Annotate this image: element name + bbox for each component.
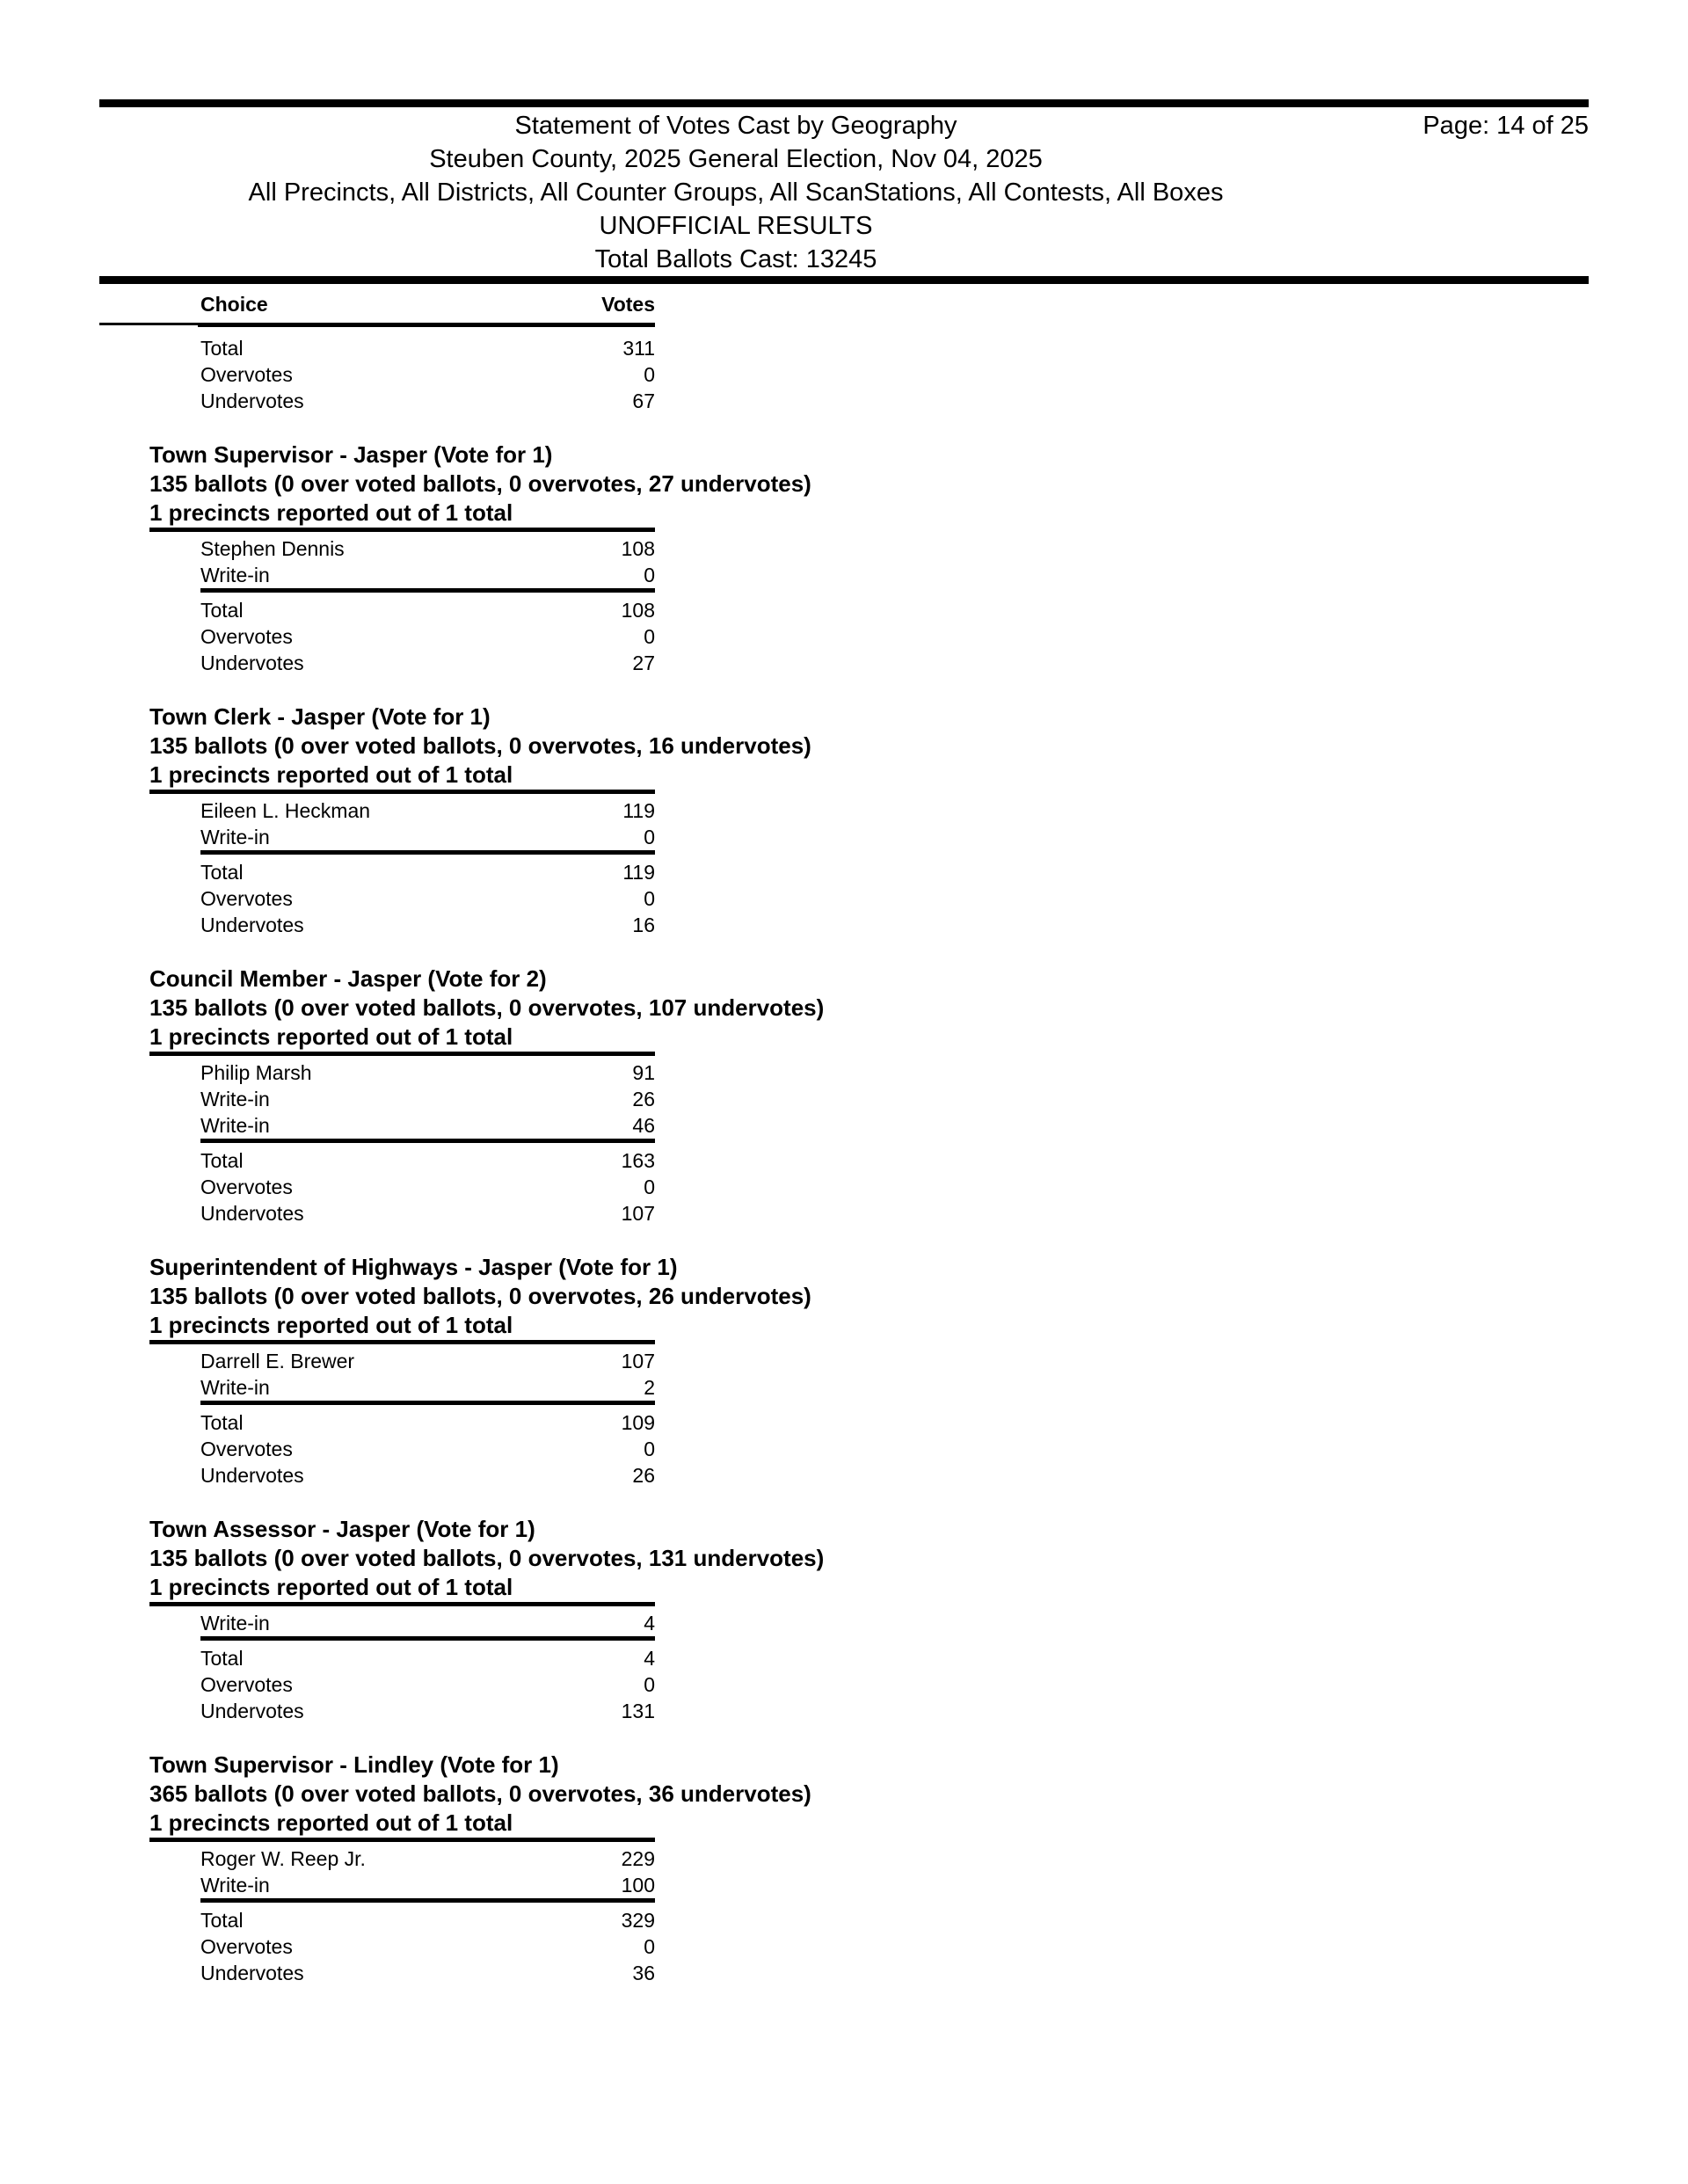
votes-value: 0 <box>644 363 655 386</box>
votes-value: 0 <box>644 887 655 910</box>
contest-block <box>99 703 1589 938</box>
choice-label: Write-in <box>200 826 270 848</box>
contest-precincts-line: 1 precincts reported out of 1 total <box>149 1312 513 1338</box>
votes-value: 107 <box>621 1350 655 1372</box>
contest-block <box>99 440 1589 676</box>
report-subtitle-election: Steuben County, 2025 General Election, Nov 04, 2025 <box>429 145 1043 173</box>
candidate-row <box>200 1872 655 1898</box>
contest-ballots-line: 135 ballots (0 over voted ballots, 0 overvotes, 27 undervotes) <box>149 470 811 497</box>
total-row <box>200 1174 655 1200</box>
candidates-table <box>200 794 655 850</box>
votes-value: 131 <box>621 1700 655 1722</box>
total-row <box>200 1462 655 1489</box>
choice-label: Write-in <box>200 1114 270 1137</box>
contests <box>99 440 1589 1986</box>
total-row <box>200 388 655 414</box>
choice-label: Total <box>200 1411 244 1434</box>
contest-ballots-line: 135 ballots (0 over voted ballots, 0 overvotes, 131 undervotes) <box>149 1545 825 1571</box>
contest-title: Council Member - Jasper (Vote for 2) <box>149 965 547 992</box>
choice-label: Undervotes <box>200 389 304 412</box>
total-row <box>200 1147 655 1174</box>
choice-label: Overvotes <box>200 1438 293 1460</box>
candidate-row <box>200 562 655 588</box>
candidates-table <box>200 1344 655 1401</box>
choice-label: Total <box>200 599 244 622</box>
choice-label: Write-in <box>200 1088 270 1110</box>
votes-value: 36 <box>632 1962 655 1984</box>
candidate-row <box>200 1610 655 1636</box>
total-row <box>200 912 655 938</box>
header-top-rule <box>99 99 1589 107</box>
choice-label: Overvotes <box>200 1935 293 1958</box>
votes-value: 109 <box>621 1411 655 1434</box>
votes-value: 2 <box>644 1376 655 1399</box>
choice-label: Overvotes <box>200 1673 293 1696</box>
contest-block <box>99 965 1589 1227</box>
candidate-row <box>200 535 655 562</box>
candidates-table <box>200 532 655 588</box>
choice-label: Write-in <box>200 1376 270 1399</box>
totals-table <box>200 593 655 676</box>
column-header-rule-thick-segment <box>198 323 655 327</box>
totals-table <box>200 1143 655 1227</box>
report-content <box>99 99 1589 1986</box>
votes-value: 108 <box>621 537 655 560</box>
votes-value: 0 <box>644 1176 655 1198</box>
choice-label: Undervotes <box>200 914 304 936</box>
votes-value: 26 <box>632 1464 655 1487</box>
contest-title: Superintendent of Highways - Jasper (Vote for 1) <box>149 1254 678 1280</box>
choice-label: Total <box>200 1647 244 1670</box>
total-row <box>200 650 655 676</box>
votes-value: 4 <box>644 1647 655 1670</box>
choice-label: Roger W. Reep Jr. <box>200 1847 366 1870</box>
report-header-center <box>99 107 1372 276</box>
total-row <box>200 361 655 388</box>
contest-precincts-line: 1 precincts reported out of 1 total <box>149 499 513 526</box>
candidate-row <box>200 1348 655 1374</box>
total-row <box>200 1409 655 1436</box>
votes-value: 119 <box>622 861 655 884</box>
choice-label: Total <box>200 1909 244 1932</box>
total-row <box>200 597 655 623</box>
page-number-label: Page: 14 of 25 <box>1422 112 1589 140</box>
total-row <box>200 859 655 885</box>
column-header-rule <box>99 323 655 327</box>
votes-value: 26 <box>632 1088 655 1110</box>
contest-heading <box>149 703 1589 790</box>
contest-title: Town Clerk - Jasper (Vote for 1) <box>149 703 491 730</box>
choice-label: Undervotes <box>200 1464 304 1487</box>
choice-label: Darrell E. Brewer <box>200 1350 355 1372</box>
votes-value: 27 <box>632 652 655 674</box>
total-row <box>200 1698 655 1724</box>
contest-heading <box>149 1515 1589 1602</box>
choice-label: Overvotes <box>200 887 293 910</box>
choice-column-header: Choice <box>200 293 268 316</box>
votes-value: 119 <box>622 799 655 822</box>
votes-value: 311 <box>622 337 655 360</box>
contest-heading <box>149 440 1589 528</box>
choice-label: Undervotes <box>200 1962 304 1984</box>
votes-value: 107 <box>621 1202 655 1225</box>
total-row <box>200 885 655 912</box>
contest-precincts-line: 1 precincts reported out of 1 total <box>149 761 513 788</box>
header-bottom-rule <box>99 276 1589 284</box>
contest-heading <box>149 1751 1589 1838</box>
choice-label: Eileen L. Heckman <box>200 799 371 822</box>
votes-value: 91 <box>632 1061 655 1084</box>
total-row <box>200 1933 655 1960</box>
report-header <box>99 107 1589 276</box>
votes-value: 0 <box>644 1438 655 1460</box>
report-subtitle-status: UNOFFICIAL RESULTS <box>599 212 873 240</box>
candidate-row <box>200 1086 655 1112</box>
choice-label: Total <box>200 337 244 360</box>
report-subtitle-filters: All Precincts, All Districts, All Counter Groups, All ScanStations, All Contests, All Boxes <box>248 178 1224 207</box>
votes-value: 0 <box>644 1935 655 1958</box>
continuation-totals-table <box>200 327 655 414</box>
candidates-table <box>200 1606 655 1636</box>
contest-ballots-line: 365 ballots (0 over voted ballots, 0 overvotes, 36 undervotes) <box>149 1780 811 1807</box>
contest-title: Town Supervisor - Jasper (Vote for 1) <box>149 441 553 468</box>
votes-value: 67 <box>632 389 655 412</box>
candidate-row <box>200 824 655 850</box>
choice-label: Overvotes <box>200 363 293 386</box>
totals-table <box>200 1903 655 1986</box>
votes-value: 0 <box>644 1673 655 1696</box>
votes-value: 16 <box>632 914 655 936</box>
votes-value: 163 <box>621 1149 655 1172</box>
candidate-row <box>200 1845 655 1872</box>
votes-value: 100 <box>621 1874 655 1896</box>
total-row <box>200 335 655 361</box>
votes-value: 46 <box>632 1114 655 1137</box>
contest-precincts-line: 1 precincts reported out of 1 total <box>149 1023 513 1050</box>
votes-value: 0 <box>644 564 655 586</box>
total-row <box>200 1200 655 1227</box>
report-title: Statement of Votes Cast by Geography <box>514 112 957 140</box>
totals-table <box>200 1405 655 1489</box>
candidate-row <box>200 1112 655 1139</box>
choice-label: Undervotes <box>200 1700 304 1722</box>
contest-ballots-line: 135 ballots (0 over voted ballots, 0 overvotes, 26 undervotes) <box>149 1283 811 1309</box>
contest-block <box>99 1253 1589 1489</box>
choice-label: Write-in <box>200 564 270 586</box>
votes-value: 4 <box>644 1612 655 1634</box>
choice-label: Write-in <box>200 1874 270 1896</box>
choice-label: Write-in <box>200 1612 270 1634</box>
candidate-row <box>200 1059 655 1086</box>
candidate-row <box>200 797 655 824</box>
candidate-row <box>200 1374 655 1401</box>
total-row <box>200 623 655 650</box>
totals-table <box>200 855 655 938</box>
candidates-table <box>200 1056 655 1139</box>
choice-label: Philip Marsh <box>200 1061 312 1084</box>
votes-value: 329 <box>621 1909 655 1932</box>
report-subtitle-ballots-cast: Total Ballots Cast: 13245 <box>594 245 877 273</box>
total-row <box>200 1436 655 1462</box>
table-column-header <box>200 294 655 315</box>
choice-label: Total <box>200 861 244 884</box>
choice-label: Total <box>200 1149 244 1172</box>
contest-ballots-line: 135 ballots (0 over voted ballots, 0 overvotes, 16 undervotes) <box>149 732 811 759</box>
choice-label: Overvotes <box>200 1176 293 1198</box>
contest-heading <box>149 1253 1589 1340</box>
column-header-rule-thin-segment <box>99 323 198 325</box>
contest-precincts-line: 1 precincts reported out of 1 total <box>149 1574 513 1600</box>
choice-label: Undervotes <box>200 1202 304 1225</box>
total-row <box>200 1671 655 1698</box>
contest-precincts-line: 1 precincts reported out of 1 total <box>149 1809 513 1836</box>
choice-label: Overvotes <box>200 625 293 648</box>
votes-value: 0 <box>644 625 655 648</box>
contest-title: Town Assessor - Jasper (Vote for 1) <box>149 1516 535 1542</box>
candidates-table <box>200 1842 655 1898</box>
contest-ballots-line: 135 ballots (0 over voted ballots, 0 overvotes, 107 undervotes) <box>149 994 825 1021</box>
contest-title: Town Supervisor - Lindley (Vote for 1) <box>149 1751 559 1778</box>
total-row <box>200 1645 655 1671</box>
votes-value: 0 <box>644 826 655 848</box>
votes-value: 108 <box>621 599 655 622</box>
totals-table <box>200 1641 655 1724</box>
total-row <box>200 1907 655 1933</box>
total-row <box>200 1960 655 1986</box>
contest-block <box>99 1515 1589 1724</box>
choice-label: Undervotes <box>200 652 304 674</box>
votes-column-header: Votes <box>601 293 655 316</box>
votes-value: 229 <box>621 1847 655 1870</box>
choice-label: Stephen Dennis <box>200 537 345 560</box>
contest-heading <box>149 965 1589 1052</box>
contest-block <box>99 1751 1589 1986</box>
